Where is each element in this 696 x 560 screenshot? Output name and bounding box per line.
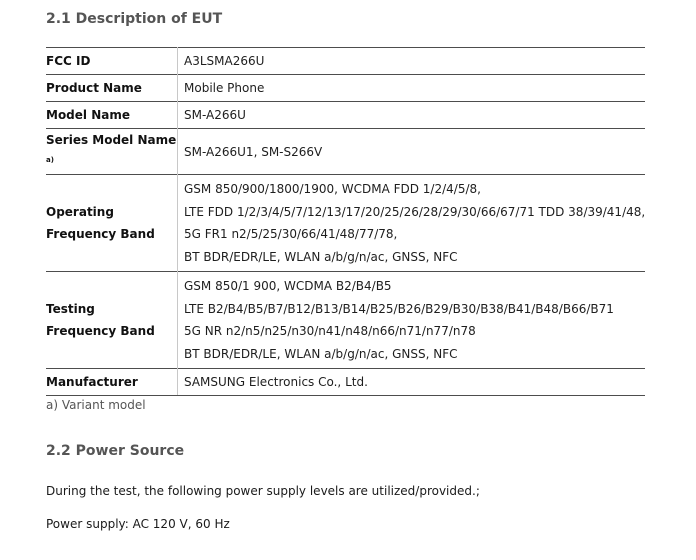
row-label-testing-frequency-band	[46, 272, 178, 369]
value-line: GSM 850/1 900, WCDMA B2/B4/B5	[184, 279, 392, 293]
table-row-product-name	[46, 75, 645, 102]
row-value-manufacturer: SAMSUNG Electronics Co., Ltd.	[178, 369, 646, 396]
value-line: LTE B2/B4/B5/B7/B12/B13/B14/B25/B26/B29/B30/B38/B41/B48/B66/B71	[184, 301, 614, 316]
value-line: LTE FDD 1/2/3/4/5/7/12/13/17/20/25/26/28/29/30/66/67/71 TDD 38/39/41/48,	[184, 204, 646, 219]
table-row-series-model-name	[46, 129, 645, 175]
section-title-power-source: 2.2 Power Source	[46, 443, 185, 459]
row-label-model-name: Model Name	[46, 102, 178, 129]
eut-description-table	[46, 47, 645, 396]
label-line: Operating	[46, 204, 114, 219]
section-title-description-of-eut: 2.1 Description of EUT	[46, 11, 223, 27]
power-supply-value: Power supply: AC 120 V, 60 Hz	[46, 517, 230, 531]
label-line: Frequency Band	[46, 227, 155, 241]
row-value-operating-frequency-band	[178, 175, 646, 272]
table-footnote: a) Variant model	[46, 398, 146, 412]
row-label-operating-frequency-band	[46, 175, 178, 272]
label-line: Testing	[46, 301, 95, 316]
value-line: 5G FR1 n2/5/25/30/66/41/48/77/78,	[184, 227, 398, 241]
row-label-manufacturer: Manufacturer	[46, 369, 178, 396]
row-value-product-name: Mobile Phone	[178, 75, 646, 102]
series-model-name-label-text: Series Model Name	[46, 133, 177, 147]
value-line: BT BDR/EDR/LE, WLAN a/b/g/n/ac, GNSS, NFC	[184, 346, 458, 361]
value-line: 5G NR n2/n5/n25/n30/n41/n48/n66/n71/n77/n78	[184, 324, 476, 338]
row-label-series-model-name	[46, 129, 178, 175]
table-row-operating-frequency-band	[46, 175, 645, 272]
value-line: BT BDR/EDR/LE, WLAN a/b/g/n/ac, GNSS, NFC	[184, 249, 458, 264]
table-row-model-name	[46, 102, 645, 129]
footnote-marker: a)	[46, 155, 54, 164]
row-value-testing-frequency-band	[178, 272, 646, 369]
label-line: Frequency Band	[46, 324, 155, 338]
power-source-paragraph: During the test, the following power supply levels are utilized/provided.;	[46, 484, 480, 498]
row-label-product-name: Product Name	[46, 75, 178, 102]
table-row-testing-frequency-band	[46, 272, 645, 369]
row-value-series-model-name: SM-A266U1, SM-S266V	[178, 129, 646, 175]
row-value-model-name: SM-A266U	[178, 102, 646, 129]
table-row-manufacturer	[46, 369, 645, 396]
table-row-fcc-id	[46, 48, 645, 75]
value-line: GSM 850/900/1800/1900, WCDMA FDD 1/2/4/5/8,	[184, 182, 481, 196]
row-value-fcc-id: A3LSMA266U	[178, 48, 646, 75]
row-label-fcc-id: FCC ID	[46, 48, 178, 75]
